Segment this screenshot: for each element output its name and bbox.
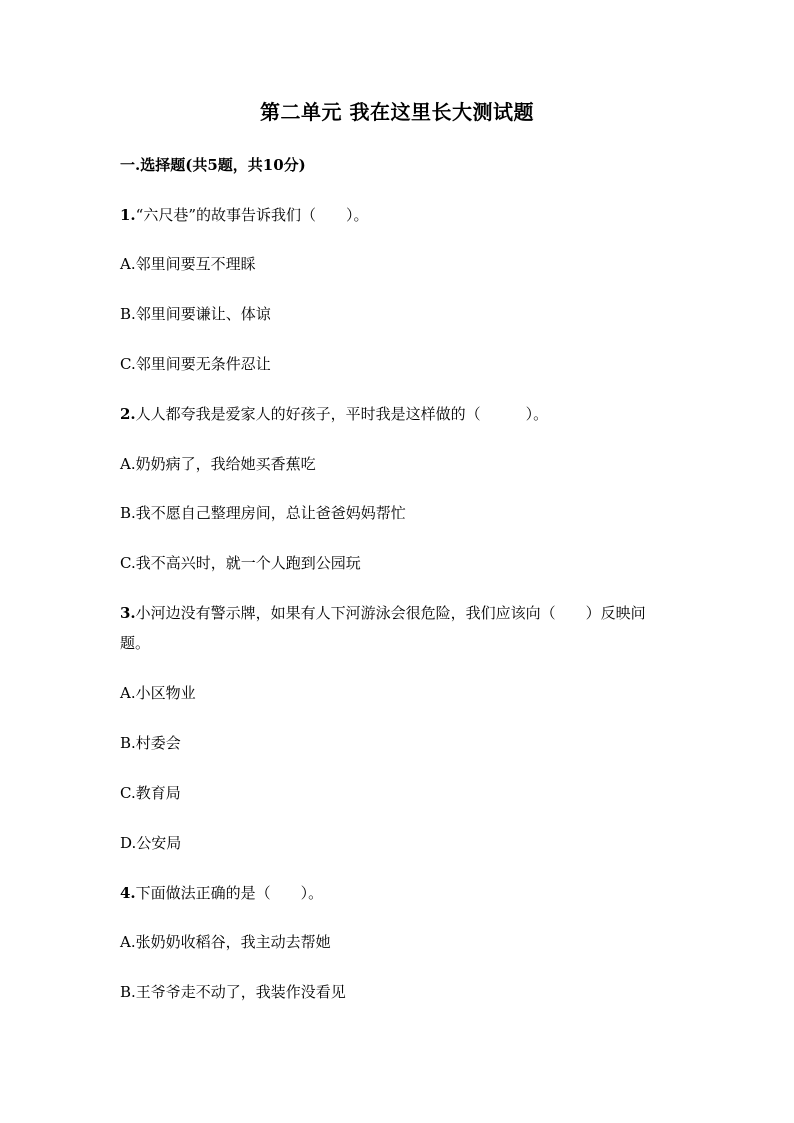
question-number: 4. [120,884,136,902]
question-text-line-1: 小河边没有警示牌，如果有人下河游泳会很危险，我们应该向（ ）反映问 [135,604,646,622]
question-text: “六尺巷”的故事告诉我们（ ）。 [135,206,369,224]
question-3 [120,598,680,658]
question-2-option-b: B.我不愿自己整理房间，总让爸爸妈妈帮忙 [120,504,406,522]
question-text: 人人都夸我是爱家人的好孩子，平时我是这样做的（ ）。 [135,405,549,423]
page-title: 第二单元 我在这里长大测试题 [260,100,534,124]
question-number: 1. [120,206,136,224]
question-3-option-c: C.教育局 [120,784,181,802]
question-text-line-2: 题。 [120,634,151,652]
question-1 [120,200,369,230]
question-1-option-b: B.邻里间要谦让、体谅 [120,305,271,323]
question-3-option-a: A.小区物业 [120,684,196,702]
question-1-option-a: A.邻里间要互不理睬 [120,255,256,273]
question-4-option-a: A.张奶奶收稻谷，我主动去帮她 [120,933,331,951]
question-3-option-d: D.公安局 [120,834,182,852]
question-3-option-b: B.村委会 [120,734,181,752]
section-heading: 一.选择题(共5题，共10分) [120,156,306,174]
question-text: 下面做法正确的是（ ）。 [135,884,324,902]
question-1-option-c: C.邻里间要无条件忍让 [120,355,271,373]
question-number: 2. [120,405,136,423]
question-2-option-c: C.我不高兴时，就一个人跑到公园玩 [120,554,361,572]
question-number: 3. [120,604,136,622]
question-2-option-a: A.奶奶病了，我给她买香蕉吃 [120,455,316,473]
question-4-option-b: B.王爷爷走不动了，我装作没看见 [120,983,346,1001]
question-2 [120,399,548,429]
question-4 [120,878,323,908]
